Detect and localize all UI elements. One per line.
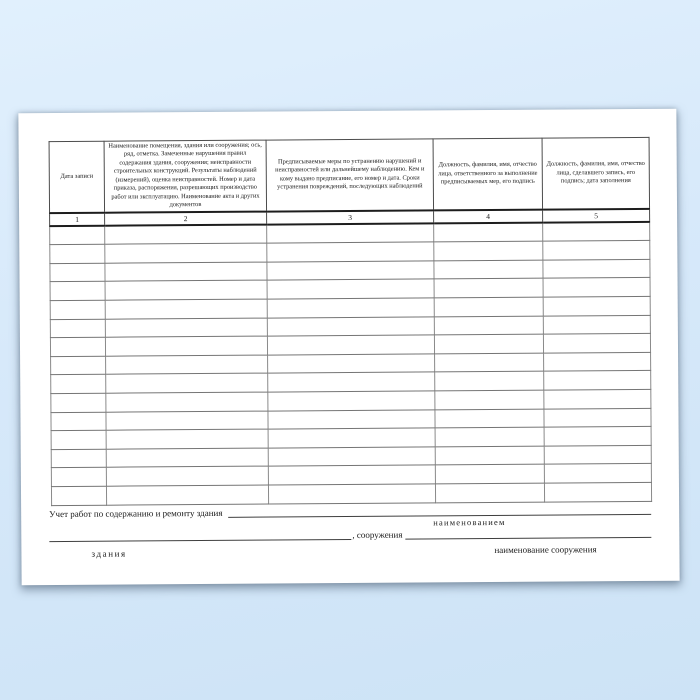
table-cell — [51, 412, 106, 431]
journal-table — [49, 137, 653, 506]
table-cell — [268, 428, 435, 448]
table-cell — [435, 427, 544, 446]
column-header-date: Дата записи — [49, 141, 104, 213]
table-header — [49, 137, 650, 225]
column-header-responsible: Должность, фамилия, имя, отчество лица, ответственного за выполнение предписываемых мер, его подпись — [433, 138, 542, 210]
table-cell — [50, 282, 105, 301]
table-cell — [106, 485, 268, 505]
column-number: 3 — [267, 210, 434, 224]
structure-name-blank-line — [405, 526, 651, 540]
table-cell — [435, 446, 544, 465]
table-cell — [106, 429, 268, 449]
table-cell — [50, 319, 105, 338]
table-cell — [434, 279, 543, 298]
table-cell — [105, 243, 267, 263]
table-cell — [435, 409, 544, 428]
table-cell — [544, 408, 651, 427]
table-cell — [544, 352, 651, 371]
table-cell — [435, 390, 544, 409]
table-cell — [543, 259, 650, 278]
table-cell — [50, 300, 105, 319]
table-row — [51, 482, 651, 505]
caption-structure-name: наименование сооружения — [494, 544, 597, 555]
column-header-recorder: Должность, фамилия, имя, отчество лица, сделавшего запись, его подпись; дата заполнения — [542, 137, 649, 209]
table-cell — [268, 447, 435, 467]
caption-building: здания — [91, 548, 127, 559]
table-cell — [51, 486, 106, 505]
table-cell — [50, 337, 105, 356]
table-cell — [544, 464, 651, 483]
table-cell — [435, 372, 544, 391]
table-cell — [105, 299, 267, 319]
table-cell — [106, 392, 268, 412]
building-blank-line — [49, 528, 351, 542]
table-cell — [434, 222, 543, 242]
table-cell — [106, 373, 268, 393]
table-cell — [543, 241, 650, 260]
table-cell — [50, 263, 105, 282]
table-cell — [51, 375, 106, 394]
table-cell — [267, 298, 434, 318]
empty-rows — [50, 222, 652, 506]
column-header-measures: Предписываемые меры по устранению нарушений и неисправностей или дальнейшему наблюдению. Кем и кому выдано предписание, его номер и дата. Сроки устранения повреждений, последующих наблюдений — [266, 139, 433, 211]
table-cell — [543, 334, 650, 353]
table-cell — [50, 225, 105, 244]
table-cell — [106, 448, 268, 468]
table-cell — [434, 334, 543, 353]
structure-label: , сооружения — [352, 529, 403, 540]
caption-name: наименованием — [433, 516, 506, 528]
table-cell — [543, 222, 650, 242]
table-cell — [435, 464, 544, 483]
column-number: 1 — [50, 212, 105, 225]
works-record-label: Учет работ по содержанию и ремонту здания — [49, 507, 223, 520]
column-number: 2 — [105, 211, 267, 225]
table-cell — [267, 242, 434, 262]
table-cell — [105, 224, 267, 244]
table-cell — [51, 449, 106, 468]
footer-line-2 — [49, 526, 651, 542]
footer-line-1 — [49, 504, 651, 519]
table-cell — [105, 280, 267, 300]
table-cell — [106, 466, 268, 486]
header-row — [49, 137, 649, 212]
table-cell — [543, 296, 650, 315]
table-cell — [105, 318, 267, 338]
table-cell — [268, 484, 435, 504]
table-cell — [544, 482, 651, 501]
table-cell — [544, 445, 651, 464]
table-cell — [51, 468, 106, 487]
table-cell — [544, 389, 651, 408]
table-cell — [267, 335, 434, 355]
table-cell — [51, 356, 106, 375]
table-cell — [267, 261, 434, 281]
column-number: 5 — [543, 209, 650, 223]
table-cell — [267, 316, 434, 336]
table-cell — [543, 278, 650, 297]
table-cell — [268, 409, 435, 429]
table-cell — [268, 391, 435, 411]
table-cell — [50, 244, 105, 263]
column-header-description: Наименование помещения, здания или сооружения; ось, ряд, отметка. Замеченные нарушения правил содержания здания, сооружения; неисправности строительных конструкций. Результаты наблюдений (измерений), оценка неисправностей. Номер и дата приказа, распоряжения, разрешающих производство работ или эксплуатацию. Наименование акта и других документов — [104, 140, 266, 212]
table-cell — [105, 262, 267, 282]
table-cell — [51, 430, 106, 449]
document-page — [18, 109, 679, 586]
table-cell — [267, 223, 434, 243]
table-cell — [543, 315, 650, 334]
table-cell — [435, 353, 544, 372]
table-cell — [105, 336, 267, 356]
table-cell — [544, 371, 651, 390]
table-cell — [106, 411, 268, 431]
table-cell — [268, 372, 435, 392]
table-cell — [106, 355, 268, 375]
table-cell — [268, 354, 435, 374]
table-cell — [435, 483, 544, 502]
table-cell — [434, 241, 543, 260]
building-name-blank-line — [228, 503, 651, 518]
table-cell — [267, 279, 434, 299]
table-cell — [544, 427, 651, 446]
table-cell — [434, 260, 543, 279]
table-cell — [434, 316, 543, 335]
column-number: 4 — [434, 209, 543, 223]
table-cell — [51, 393, 106, 412]
table-cell — [434, 297, 543, 316]
table-cell — [268, 465, 435, 485]
